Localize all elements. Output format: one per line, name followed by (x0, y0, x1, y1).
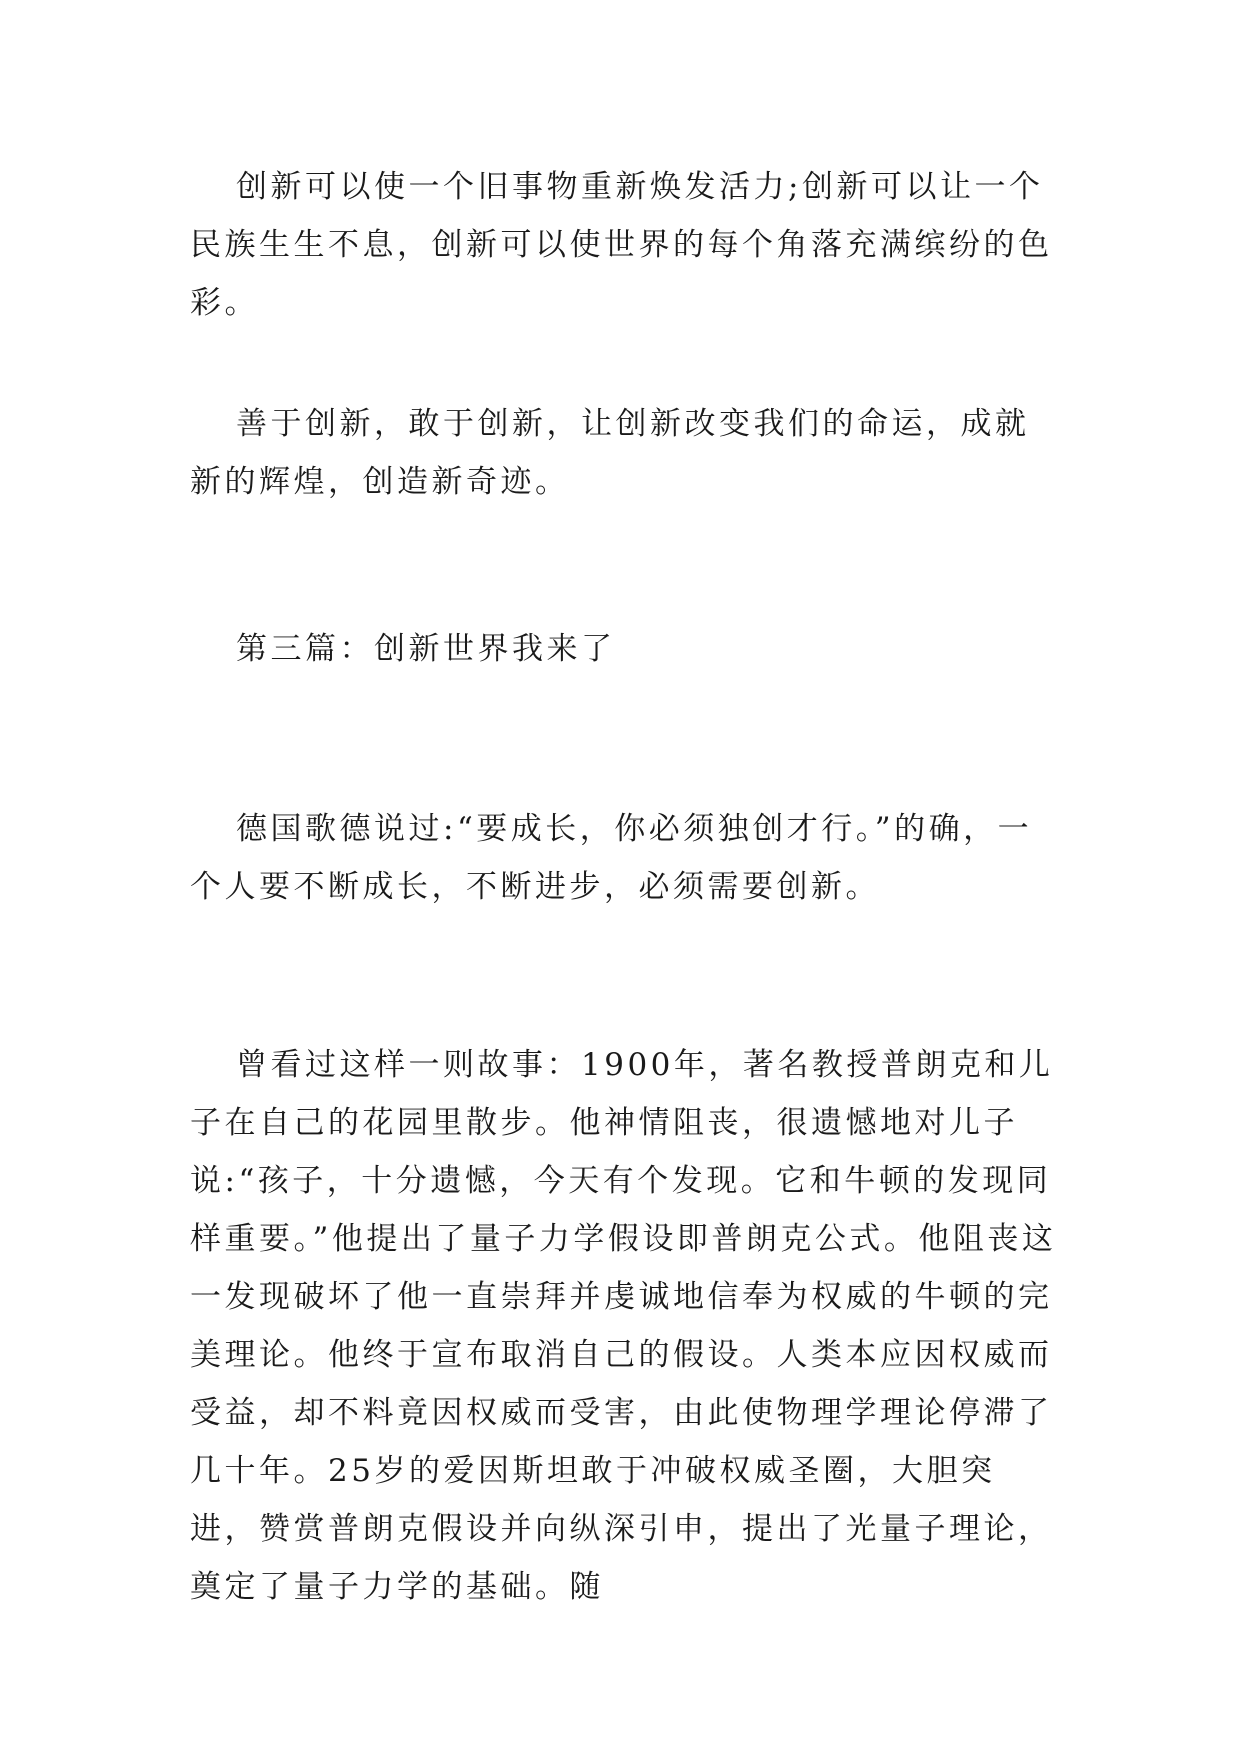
paragraph-planck-story: 曾看过这样一则故事：1900年，著名教授普朗克和儿子在自己的花园里散步。他神情阻丧，很遗憾地对儿子说:“孩子，十分遗憾，今天有个发现。它和牛顿的发现同样重要。”他提出了量子力学假设即普朗克公式。他阻丧这一发现破坏了他一直崇拜并虔诚地信奉为权威的牛顿的完美理论。他终于宣布取消自己的假设。人类本应因权威而受益，却不料竟因权威而受害，由此使物理学理论停滞了几十年。25岁的爱因斯坦敢于冲破权威圣圈，大胆突进，赞赏普朗克假设并向纵深引申，提出了光量子理论，奠定了量子力学的基础。随 (190, 1047, 1057, 1605)
paragraph-innovation-vitality: 创新可以使一个旧事物重新焕发活力;创新可以让一个民族生生不息，创新可以使世界的每个角落充满缤纷的色彩。 (190, 169, 1053, 321)
paragraph-goethe-quote: 德国歌德说过:“要成长，你必须独创才行。”的确，一个人要不断成长，不断进步，必须需要创新。 (190, 811, 1033, 905)
section-heading: 第三篇：创新世界我来了 (236, 631, 616, 667)
paragraph-dare-to-innovate: 善于创新，敢于创新，让创新改变我们的命运，成就新的辉煌，创造新奇迹。 (190, 406, 1030, 500)
